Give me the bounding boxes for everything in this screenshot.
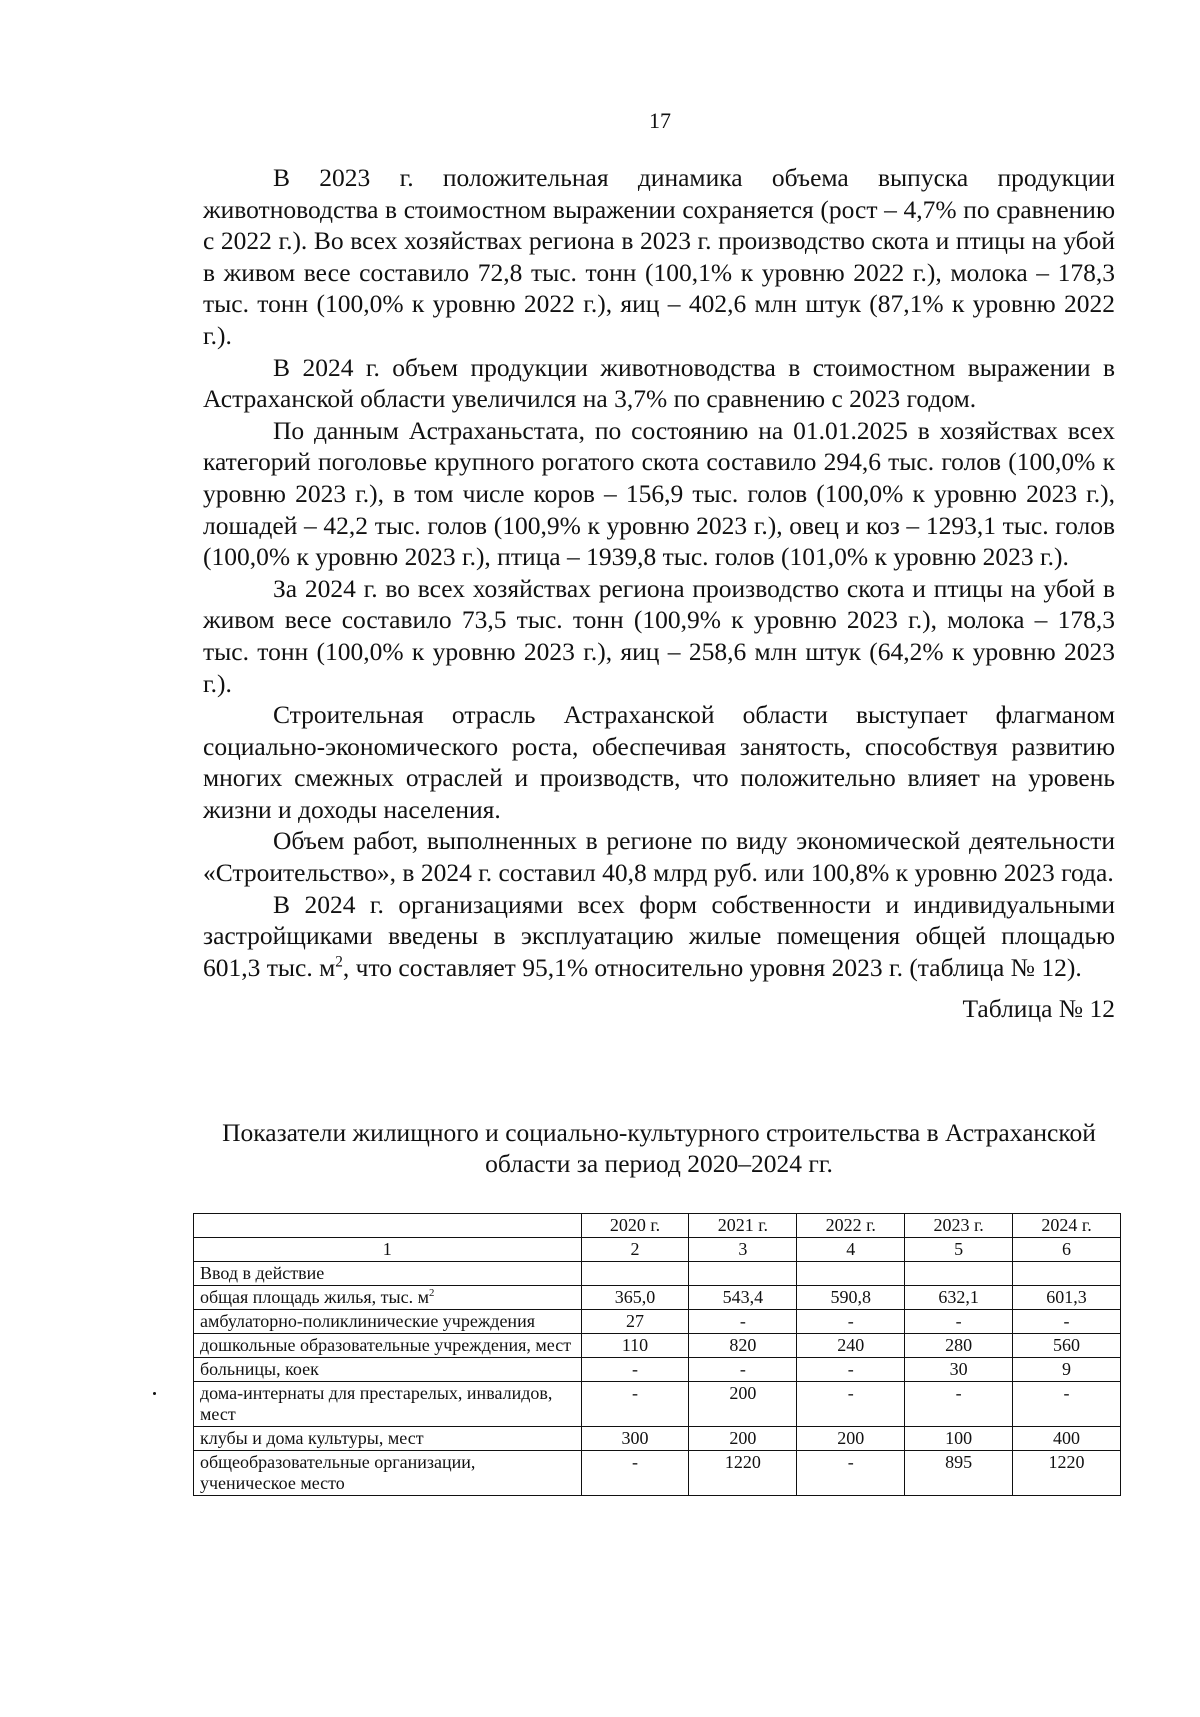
table-cell: 30 [905, 1358, 1013, 1382]
table-cell: - [689, 1358, 797, 1382]
table-cell-empty [1013, 1262, 1121, 1286]
header-year: 2022 г. [797, 1214, 905, 1238]
paragraph-3: По данным Астраханьстата, по состоянию на 01.01.2025 в хозяйствах всех категорий поголовье крупного рогатого скота составило 294,6 тыс. голов (100,0% к уровню 2023 г.), в том числе коров – 156,9 тыс. голов (100,0% к уровню 2023 г.), лошадей – 42,2 тыс. голов (100,9% к уровню 2023 г.), овец и коз – 1293,1 тыс. голов (100,0% к уровню 2023 г.), птица – 1939,8 тыс. голов (101,0% к уровню 2023 г.). [203, 415, 1115, 572]
table-cell: - [797, 1310, 905, 1334]
paragraph-7-sup: 2 [335, 953, 343, 971]
table-cell: 820 [689, 1334, 797, 1358]
column-number: 1 [194, 1238, 582, 1262]
table-cell: - [797, 1451, 905, 1496]
row-label-text: общая площадь жилья, тыс. м [200, 1287, 429, 1307]
paragraph-1: В 2023 г. положительная динамика объема выпуска продукции животноводства в стоимостном выражении сохраняется (рост – 4,7% по сравнению с 2022 г.). Во всех хозяйствах региона в 2023 г. производство скота и птицы на убой в живом весе составило 72,8 тыс. тонн (100,1% к уровню 2022 г.), молока – 178,3 тыс. тонн (100,0% к уровню 2022 г.), яиц – 402,6 млн штук (87,1% к уровню 2022 г.). [203, 163, 1115, 350]
table-row [194, 1334, 1121, 1358]
paragraph-7-text-b: , что составляет 95,1% относительно уровня 2023 г. (таблица № 12). [342, 952, 1082, 982]
table-cell: 601,3 [1013, 1286, 1121, 1310]
row-label-sup: 2 [429, 1287, 435, 1299]
table-cell: 27 [581, 1310, 689, 1334]
table-row [194, 1286, 1121, 1310]
paragraph-5: Строительная отрасль Астраханской области выступает флагманом социально-экономического роста, обеспечивая занятость, способствуя развитию многих смежных отраслей и производств, что положительно влияет на уровень жизни и доходы населения. [203, 700, 1115, 824]
table-cell: 590,8 [797, 1286, 905, 1310]
table-row [194, 1382, 1121, 1427]
table-row [194, 1427, 1121, 1451]
header-year: 2020 г. [581, 1214, 689, 1238]
table-label: Таблица № 12 [962, 994, 1115, 1024]
page-number: 17 [649, 108, 671, 133]
table-cell: - [581, 1382, 689, 1427]
table-cell: 200 [689, 1427, 797, 1451]
table-cell: 300 [581, 1427, 689, 1451]
table-cell: 200 [689, 1382, 797, 1427]
table-cell: 560 [1013, 1334, 1121, 1358]
table-row [194, 1310, 1121, 1334]
table-cell: 400 [1013, 1427, 1121, 1451]
table-cell: 1220 [1013, 1451, 1121, 1496]
row-label: дошкольные образовательные учреждения, мест [194, 1334, 582, 1358]
section-title: Ввод в действие [194, 1262, 582, 1286]
column-number: 2 [581, 1238, 689, 1262]
table-cell: - [1013, 1310, 1121, 1334]
table-header-row [194, 1214, 1121, 1238]
column-number: 5 [905, 1238, 1013, 1262]
table-cell: 632,1 [905, 1286, 1013, 1310]
column-number: 4 [797, 1238, 905, 1262]
table-cell: 895 [905, 1451, 1013, 1496]
table-cell: 240 [797, 1334, 905, 1358]
table-cell: 543,4 [689, 1286, 797, 1310]
row-label: дома-интернаты для престарелых, инвалидов, мест [194, 1382, 582, 1427]
table-cell: - [797, 1358, 905, 1382]
column-number: 6 [1013, 1238, 1121, 1262]
column-number: 3 [689, 1238, 797, 1262]
table-column-numbers-row [194, 1238, 1121, 1262]
paragraph-7 [203, 889, 1115, 984]
header-empty-cell [194, 1214, 582, 1238]
table-cell: - [905, 1382, 1013, 1427]
table-cell: - [797, 1382, 905, 1427]
row-label: общеобразовательные организации, ученическое место [194, 1451, 582, 1496]
table-cell-empty [689, 1262, 797, 1286]
table-cell-empty [581, 1262, 689, 1286]
table-cell-empty [905, 1262, 1013, 1286]
table-cell: 1220 [689, 1451, 797, 1496]
body-text [203, 162, 1115, 1025]
table-cell: - [689, 1310, 797, 1334]
header-year: 2023 г. [905, 1214, 1013, 1238]
table-cell: 110 [581, 1334, 689, 1358]
table-cell: - [1013, 1382, 1121, 1427]
row-label [194, 1286, 582, 1310]
paragraph-7-text-a: В 2024 г. организациями всех форм собственности и индивидуальными застройщиками введены в эксплуатацию жилые помещения общей площадью 601,3 тыс. м [203, 889, 1115, 982]
table-cell: 365,0 [581, 1286, 689, 1310]
header-year: 2024 г. [1013, 1214, 1121, 1238]
table-row [194, 1451, 1121, 1496]
table-caption: Показатели жилищного и социально-культурного строительства в Астраханской области за период 2020–2024 гг. [222, 1118, 1096, 1178]
paragraph-4: За 2024 г. во всех хозяйствах региона производство скота и птицы на убой в живом весе составило 73,5 тыс. тонн (100,9% к уровню 2023 г.), молока – 178,3 тыс. тонн (100,0% к уровню 2023 г.), яиц – 258,6 млн штук (64,2% к уровню 2023 г.). [203, 573, 1115, 698]
table-cell: 200 [797, 1427, 905, 1451]
row-label: клубы и дома культуры, мест [194, 1427, 582, 1451]
table-cell: 100 [905, 1427, 1013, 1451]
table-cell: - [581, 1358, 689, 1382]
table-cell: - [581, 1451, 689, 1496]
construction-table [193, 1213, 1121, 1496]
table-cell: 9 [1013, 1358, 1121, 1382]
row-label: больницы, коек [194, 1358, 582, 1382]
table-cell: - [905, 1310, 1013, 1334]
table-cell: 280 [905, 1334, 1013, 1358]
header-year: 2021 г. [689, 1214, 797, 1238]
table-row [194, 1358, 1121, 1382]
paragraph-2: В 2024 г. объем продукции животноводства в стоимостном выражении в Астраханской области увеличился на 3,7% по сравнению с 2023 годом. [203, 352, 1115, 414]
table-cell-empty [797, 1262, 905, 1286]
row-label: амбулаторно-поликлинические учреждения [194, 1310, 582, 1334]
table-section-row [194, 1262, 1121, 1286]
paragraph-6: Объем работ, выполненных в регионе по виду экономической деятельности «Строительство», в 2024 г. составил 40,8 млрд руб. или 100,8% к уровню 2023 года. [203, 826, 1115, 888]
scan-speck [153, 1392, 156, 1395]
